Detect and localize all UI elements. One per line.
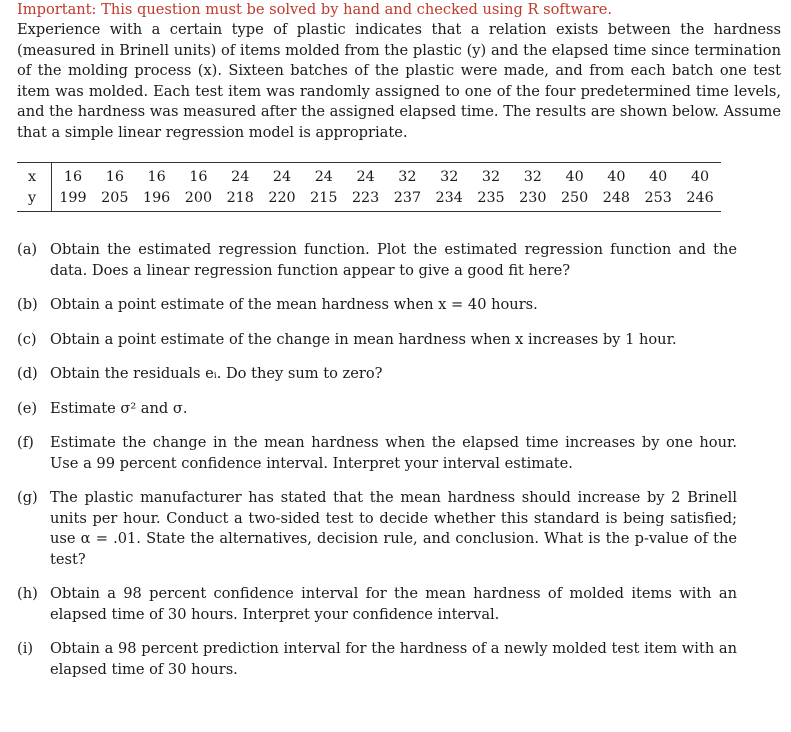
question-h xyxy=(17,584,737,625)
y-cell: 234 xyxy=(435,189,463,206)
problem-intro: Experience with a certain type of plastic indicates that a relation exists between the hardness (measured in Brinell units) of items molded from the plastic (y) and the elapsed time since termination of the molding process (x). Sixteen batches of the plastic were made, and from each batch one test item was molded. Each test item was randomly assigned to one of the four predetermined time levels, and the hardness was measured after the assigned elapsed time. The results are shown below. Assume that a simple linear regression model is appropriate. xyxy=(17,21,781,141)
question-text: Obtain the estimated regression function. Plot the estimated regression function and the data. Does a linear regression function appear to give a good fit here? xyxy=(50,241,737,279)
question-text: Obtain a point estimate of the mean hardness when x = 40 hours. xyxy=(50,296,538,313)
question-label: (a) xyxy=(17,241,38,258)
question-e xyxy=(17,399,737,420)
x-cell: 32 xyxy=(523,169,542,186)
x-cell: 16 xyxy=(63,169,83,186)
y-cell: 230 xyxy=(519,189,547,206)
question-i xyxy=(17,639,737,680)
question-b xyxy=(17,295,737,316)
question-label: (e) xyxy=(17,399,38,417)
question-text: Estimate the change in the mean hardness when the elapsed time increases by one hour. Use a 99 percent confidence interval. Interpret your interval estimate. xyxy=(50,434,737,472)
data-table xyxy=(17,162,721,212)
question-text: Obtain a 98 percent confidence interval for the mean hardness of molded items with an elapsed time of 30 hours. Interpret your confidence interval. xyxy=(50,585,737,623)
y-row xyxy=(17,188,721,212)
x-cell: 40 xyxy=(565,169,584,186)
x-cell: 24 xyxy=(272,169,292,186)
x-cell: 24 xyxy=(314,169,333,186)
important-note: Important: This question must be solved by hand and checked using R software. xyxy=(17,1,613,18)
y-cell: 220 xyxy=(268,189,296,206)
question-label: (d) xyxy=(17,365,38,382)
question-c xyxy=(17,330,737,351)
y-cell: 215 xyxy=(310,189,338,206)
y-cell: 237 xyxy=(393,189,422,206)
question-text: Estimate σ² and σ. xyxy=(50,399,188,417)
x-cell: 32 xyxy=(398,169,417,186)
question-d xyxy=(17,364,737,385)
x-cell: 40 xyxy=(607,169,626,186)
y-cell: 205 xyxy=(101,189,129,206)
question-text: Obtain the residuals eᵢ. Do they sum to zero? xyxy=(50,365,383,382)
y-cell: 199 xyxy=(59,189,87,206)
question-label: (g) xyxy=(17,489,38,506)
question-g xyxy=(17,488,737,570)
question-text: Obtain a point estimate of the change in mean hardness when x increases by 1 hour. xyxy=(50,330,677,348)
x-cell: 24 xyxy=(356,169,375,186)
question-f xyxy=(17,433,737,474)
x-label: x xyxy=(17,163,52,188)
question-label: (f) xyxy=(17,434,34,451)
question-label: (i) xyxy=(17,640,34,657)
y-cell: 196 xyxy=(142,189,171,206)
question-text: Obtain a 98 percent prediction interval for the hardness of a newly molded test item with an elapsed time of 30 hours. xyxy=(50,640,737,678)
x-cell: 32 xyxy=(481,169,501,186)
y-cell: 253 xyxy=(644,189,672,206)
x-cell: 32 xyxy=(440,169,459,186)
x-cell: 24 xyxy=(231,169,250,186)
y-cell: 223 xyxy=(351,189,380,206)
question-label: (b) xyxy=(17,296,38,313)
y-cell: 235 xyxy=(477,189,505,206)
question-a xyxy=(17,240,737,281)
question-list xyxy=(17,240,737,680)
question-label: (h) xyxy=(17,585,38,602)
y-cell: 218 xyxy=(226,189,254,206)
x-cell: 40 xyxy=(690,169,710,186)
y-cell: 200 xyxy=(184,189,213,206)
x-row xyxy=(17,163,721,188)
y-cell: 246 xyxy=(686,189,714,206)
x-cell: 16 xyxy=(189,169,208,186)
y-cell: 250 xyxy=(560,189,589,206)
x-cell: 16 xyxy=(147,169,166,186)
x-cell: 40 xyxy=(649,169,668,186)
x-cell: 16 xyxy=(105,169,124,186)
question-text: The plastic manufacturer has stated that the mean hardness should increase by 2 Brinell units per hour. Conduct a two-sided test to decide whether this standard is being satisfied; use α = .01. State the alternatives, decision rule, and conclusion. What is the p-value of the test? xyxy=(50,489,737,568)
y-label: y xyxy=(17,188,52,212)
y-cell: 248 xyxy=(602,189,631,206)
question-label: (c) xyxy=(17,330,37,348)
problem-page xyxy=(17,0,781,678)
